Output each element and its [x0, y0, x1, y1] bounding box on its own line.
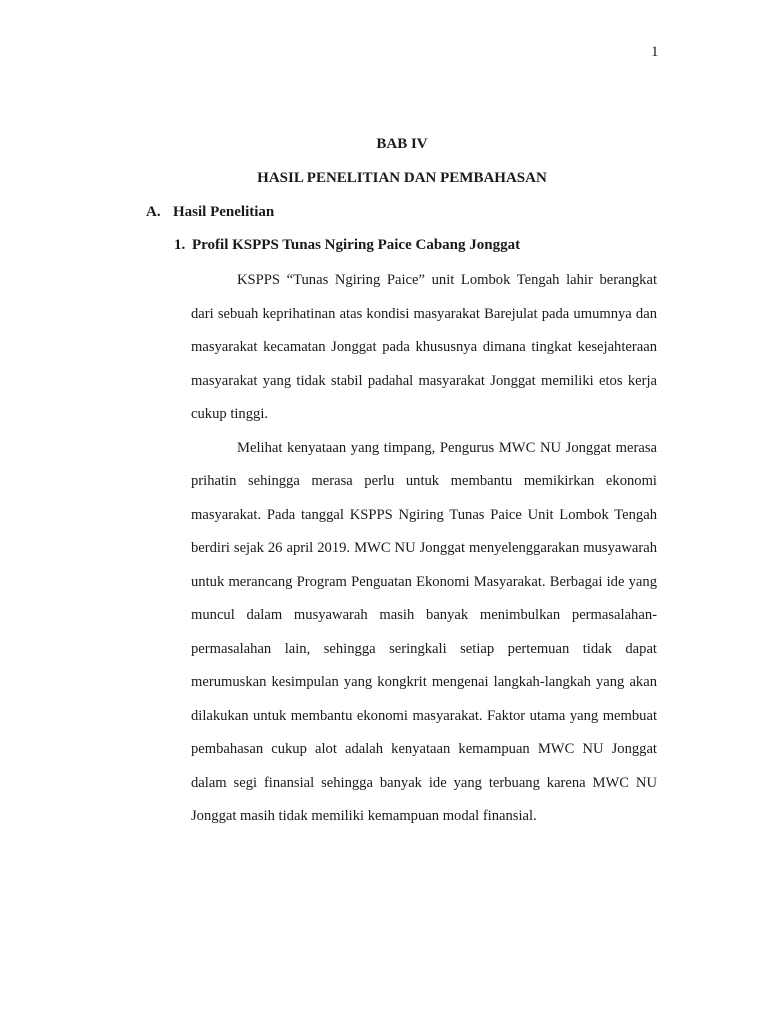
subsection-title: Profil KSPPS Tunas Ngiring Paice Cabang Jonggat	[192, 237, 521, 253]
section-heading	[146, 204, 274, 221]
paragraph: Melihat kenyataan yang timpang, Pengurus MWC NU Jonggat merasa prihatin sehingga merasa perlu untuk membantu memikirkan ekonomi masyarakat. Pada tanggal KSPPS Ngiring Tunas Paice Unit Lombok Tengah berdiri sejak 26 april 2019. MWC NU Jonggat menyelenggarakan musyawarah untuk merancang Program Penguatan Ekonomi Masyarakat. Berbagai ide yang muncul dalam musyawarah masih banyak menimbulkan permasalahan-permasalahan lain, sehingga seringkali setiap pertemuan tidak dapat merumuskan kesimpulan yang kongkrit mengenai langkah-langkah yang akan dilakukan untuk membantu ekonomi masyarakat. Faktor utama yang membuat pembahasan cukup alot adalah kenyataan kemampuan MWC NU Jonggat dalam segi finansial sehingga banyak ide yang terbuang karena MWC NU Jonggat masih tidak memiliki kemampuan modal finansial.	[191, 439, 657, 824]
chapter-subtitle: HASIL PENELITIAN DAN PEMBAHASAN	[257, 170, 547, 186]
chapter-title: BAB IV	[376, 136, 428, 152]
subsection-heading	[174, 237, 520, 254]
page-number: 1	[651, 44, 659, 60]
paragraph: KSPPS “Tunas Ngiring Paice” unit Lombok Tengah lahir berangkat dari sebuah keprihatinan atas kondisi masyarakat Barejulat pada umumnya dan masyarakat kecamatan Jonggat pada khususnya dimana tingkat kesejahteraan masyarakat yang tidak stabil padahal masyarakat Jonggat memiliki etos kerja cukup tinggi.	[191, 272, 657, 422]
section-title: Hasil Penelitian	[173, 204, 275, 220]
subsection-marker: 1.	[174, 237, 186, 253]
section-marker: A.	[146, 204, 161, 220]
body-text	[191, 264, 657, 834]
